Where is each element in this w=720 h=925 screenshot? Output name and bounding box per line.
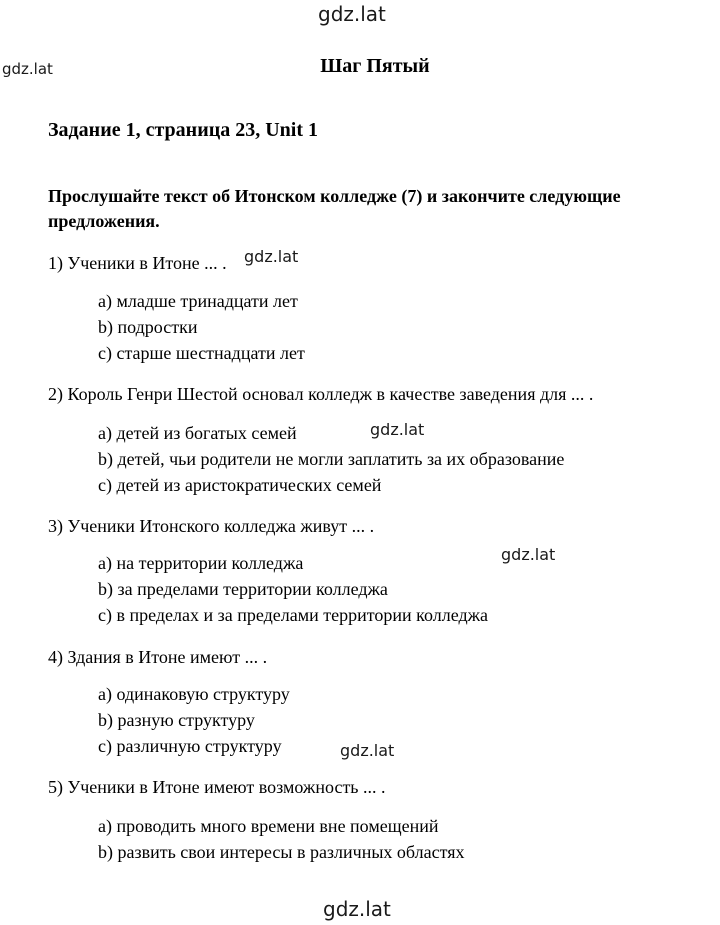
watermark: gdz.lat [501, 545, 556, 564]
watermark: gdz.lat [370, 420, 425, 439]
watermark: gdz.lat [340, 741, 395, 760]
task-heading: Задание 1, страница 23, Unit 1 [48, 119, 319, 141]
option-b: b) за пределами территории колледжа [98, 579, 388, 599]
option-c: c) детей из аристократических семей [98, 475, 382, 495]
option-b: b) детей, чьи родители не могли заплатить за их образование [98, 449, 565, 469]
option-a: a) на территории колледжа [98, 553, 304, 573]
option-b: b) развить свои интересы в различных областях [98, 842, 465, 862]
option-c: c) различную структуру [98, 736, 282, 756]
option-a: a) проводить много времени вне помещений [98, 816, 439, 836]
option-c: c) старше шестнадцати лет [98, 343, 305, 363]
option-b: b) разную структуру [98, 710, 255, 730]
page-title: Шаг Пятый [320, 55, 430, 77]
option-a: a) одинаковую структуру [98, 684, 290, 704]
instruction-text: Прослушайте текст об Итонском колледже (7) и закончите следующие предложения. [48, 186, 621, 231]
option-c: c) в пределах и за пределами территории колледжа [98, 605, 489, 625]
option-b: b) подростки [98, 317, 198, 337]
question-text: 1) Ученики в Итоне ... . [48, 253, 227, 273]
watermark: gdz.lat [244, 247, 299, 266]
watermark: gdz.lat [2, 60, 53, 78]
question-text: 2) Король Генри Шестой основал колледж в качестве заведения для ... . [48, 384, 594, 404]
option-a: a) детей из богатых семей [98, 423, 297, 443]
watermark: gdz.lat [318, 2, 386, 26]
watermark: gdz.lat [323, 897, 391, 921]
question-text: 5) Ученики в Итоне имеют возможность ... . [48, 777, 386, 797]
question-text: 4) Здания в Итоне имеют ... . [48, 647, 268, 667]
option-a: a) младше тринадцати лет [98, 291, 298, 311]
question-text: 3) Ученики Итонского колледжа живут ... . [48, 516, 375, 536]
